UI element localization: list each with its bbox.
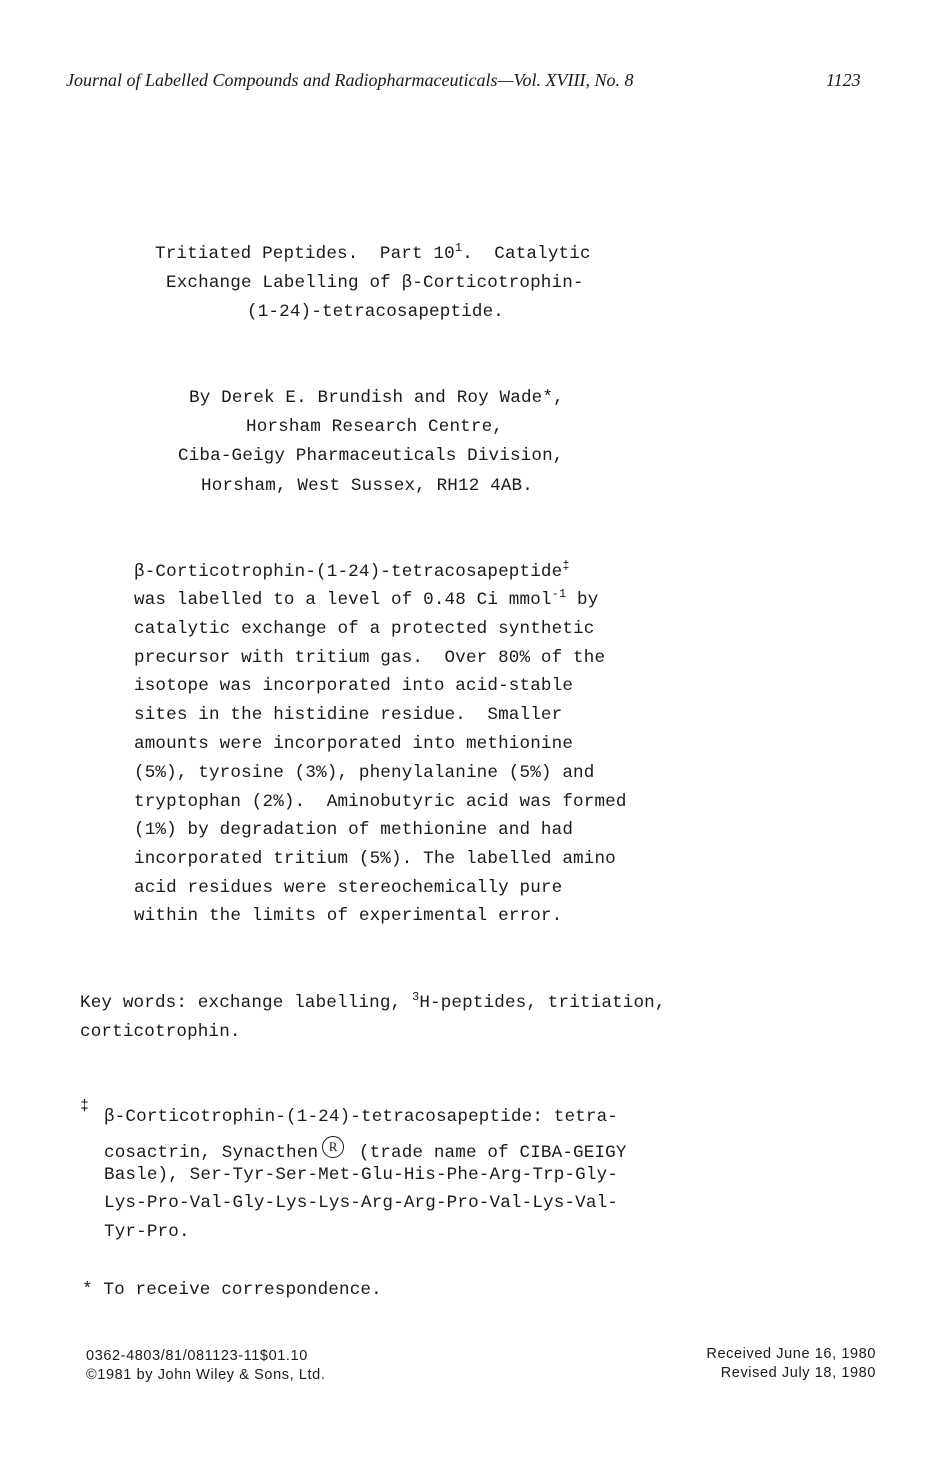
abstract-line: precursor with tritium gas. Over 80% of the	[134, 648, 606, 668]
footnote-line: Basle), Ser-Tyr-Ser-Met-Glu-His-Phe-Arg-Trp-Gly-	[104, 1165, 618, 1185]
affiliation-line: Horsham, West Sussex, RH12 4AB.	[201, 476, 533, 496]
title-text: . Catalytic	[462, 244, 591, 264]
abstract-line: (5%), tyrosine (3%), phenylalanine (5%) and	[134, 763, 595, 783]
title-line-2: Exchange Labelling of β-Corticotrophin-	[166, 273, 584, 293]
copyright: ©1981 by John Wiley & Sons, Ltd.	[86, 1367, 326, 1383]
abstract-text: β-Corticotrophin-(1-24)-tetracosapeptide	[134, 562, 563, 582]
abstract-line: within the limits of experimental error.	[134, 906, 563, 926]
abstract-text: was labelled to a level of 0.48 Ci mmol	[134, 590, 552, 610]
author-line: By Derek E. Brundish and Roy Wade*,	[189, 388, 564, 408]
keywords-text: H-peptides, tritiation,	[419, 993, 666, 1013]
footnote-marker: ‡	[80, 1098, 90, 1115]
abstract-text: by	[566, 590, 599, 610]
footnote-line: Tyr-Pro.	[104, 1222, 190, 1242]
registered-trademark-icon: R	[322, 1136, 344, 1158]
correspondence-note: * To receive correspondence.	[82, 1280, 382, 1300]
title-line-3: (1-24)-tetracosapeptide.	[247, 302, 504, 322]
journal-header: Journal of Labelled Compounds and Radiopharmaceuticals—Vol. XVIII, No. 8	[66, 70, 634, 90]
abstract-line	[134, 558, 570, 582]
title-line-1	[155, 240, 591, 264]
footnote-line: β-Corticotrophin-(1-24)-tetracosapeptide: tetra-	[104, 1107, 618, 1127]
abstract-line	[134, 586, 599, 610]
page-number: 1123	[826, 70, 861, 90]
received-date: Received June 16, 1980	[706, 1346, 876, 1362]
keywords-text: Key words: exchange labelling,	[80, 993, 412, 1013]
exponent-superscript: -1	[551, 586, 567, 601]
abstract-line: incorporated tritium (5%). The labelled amino	[134, 849, 616, 869]
revised-date: Revised July 18, 1980	[720, 1365, 876, 1381]
footnote-text: cosactrin, Synacthen	[104, 1142, 319, 1163]
abstract-line: (1%) by degradation of methionine and had	[134, 820, 574, 840]
article-code: 0362-4803/81/081123-11$01.10	[86, 1348, 308, 1364]
isotope-superscript: 3	[411, 989, 420, 1004]
footnote-line	[104, 1136, 627, 1163]
footnote-text: (trade name of CIBA-GEIGY	[348, 1142, 627, 1163]
footnote-line: Lys-Pro-Val-Gly-Lys-Lys-Arg-Arg-Pro-Val-Lys-Val-	[104, 1193, 618, 1213]
keywords-line: corticotrophin.	[80, 1022, 241, 1042]
abstract-line: sites in the histidine residue. Smaller	[134, 705, 563, 725]
title-reference-superscript: 1	[454, 240, 463, 255]
title-text: Tritiated Peptides. Part 10	[155, 244, 455, 264]
keywords-line	[80, 989, 666, 1013]
affiliation-line: Ciba-Geigy Pharmaceuticals Division,	[178, 446, 564, 466]
abstract-line: isotope was incorporated into acid-stable	[134, 676, 574, 696]
abstract-line: catalytic exchange of a protected synthetic	[134, 619, 595, 639]
abstract-line: amounts were incorporated into methionine	[134, 734, 574, 754]
affiliation-line: Horsham Research Centre,	[246, 417, 503, 437]
abstract-line: acid residues were stereochemically pure	[134, 878, 563, 898]
abstract-line: tryptophan (2%). Aminobutyric acid was formed	[134, 792, 627, 812]
footnote-marker: ‡	[562, 558, 570, 573]
